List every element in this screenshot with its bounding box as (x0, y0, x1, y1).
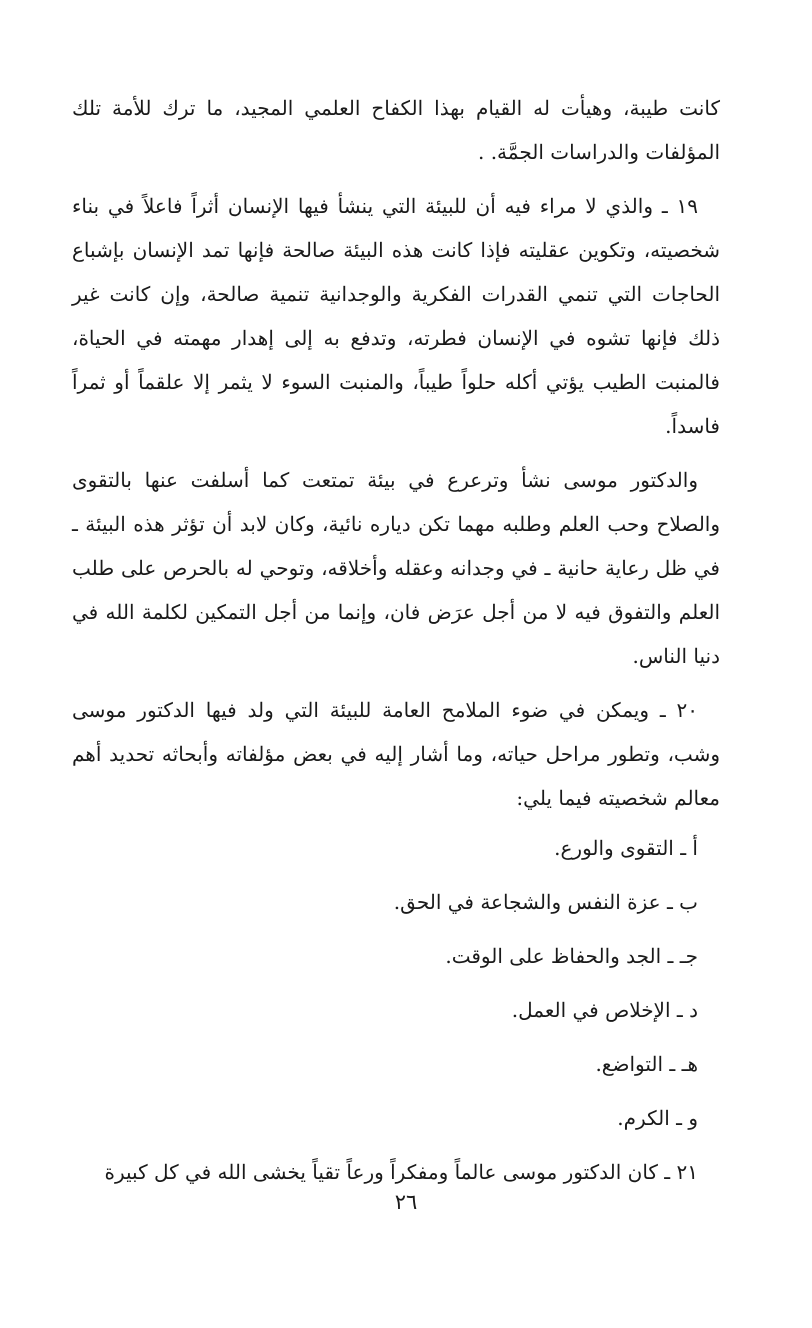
paragraph-20: ٢٠ ـ ويمكن في ضوء الملامح العامة للبيئة التي ولد فيها الدكتور موسى وشب، وتطور مراحل حياته، وما أشار إليه في بعض مؤلفاته وأبحاثه تحديد أهم معالم شخصيته فيما يلي: (72, 698, 720, 810)
page-body (72, 86, 720, 1194)
paragraph-gap (72, 448, 720, 458)
traits-list (72, 826, 720, 1140)
list-item: أ ـ التقوى والورع. (554, 836, 698, 860)
list-item: د ـ الإخلاص في العمل. (511, 998, 698, 1022)
paragraph-21: ٢١ ـ كان الدكتور موسى عالماً ومفكراً ورعاً تقياً يخشى الله في كل كبيرة (104, 1160, 698, 1184)
paragraph-gap (72, 678, 720, 688)
paragraph-gap (72, 174, 720, 184)
list-item: هـ ـ التواضع. (595, 1052, 698, 1076)
list-item: و ـ الكرم. (617, 1106, 698, 1130)
list-item: ب ـ عزة النفس والشجاعة في الحق. (393, 890, 698, 914)
list-item: جـ ـ الجد والحفاظ على الوقت. (445, 944, 698, 968)
paragraph-continuation: كانت طيبة، وهيأت له القيام بهذا الكفاح العلمي المجيد، ما ترك للأمة تلك المؤلفات والدراسات الجمَّة. . (72, 96, 720, 164)
paragraph-19: ١٩ ـ والذي لا مراء فيه أن للبيئة التي ينشأ فيها الإنسان أثراً فاعلاً في بناء شخصيته، وتكوين عقليته فإذا كانت هذه البيئة صالحة فإنها تمد الإنسان بإشباع الحاجات التي تنمي القدرات الفكرية والوجدانية تنمية صالحة، وإن كانت غير ذلك فإنها تشوه في الإنسان فطرته، وتدفع به إلى إهدار مهمته في الحياة، فالمنبت الطيب يؤتي أكله حلواً طيباً، والمنبت السوء لا يثمر إلا علقماً أو ثمراً فاسداً. (72, 194, 720, 438)
paragraph-environment: والدكتور موسى نشأ وترعرع في بيئة تمتعت كما أسلفت عنها بالتقوى والصلاح وحب العلم وطلبه مهما تكن دياره نائية، وكان لابد أن تؤثر هذه البيئة ـ في ظل رعاية حانية ـ في وجدانه وعقله وأخلاقه، وتوحي له بالحرص على طلب العلم والتفوق فيه لا من أجل عرَض فان، وإنما من أجل التمكين لكلمة الله في دنيا الناس. (72, 468, 720, 668)
page-number: ٢٦ (394, 1190, 418, 1214)
